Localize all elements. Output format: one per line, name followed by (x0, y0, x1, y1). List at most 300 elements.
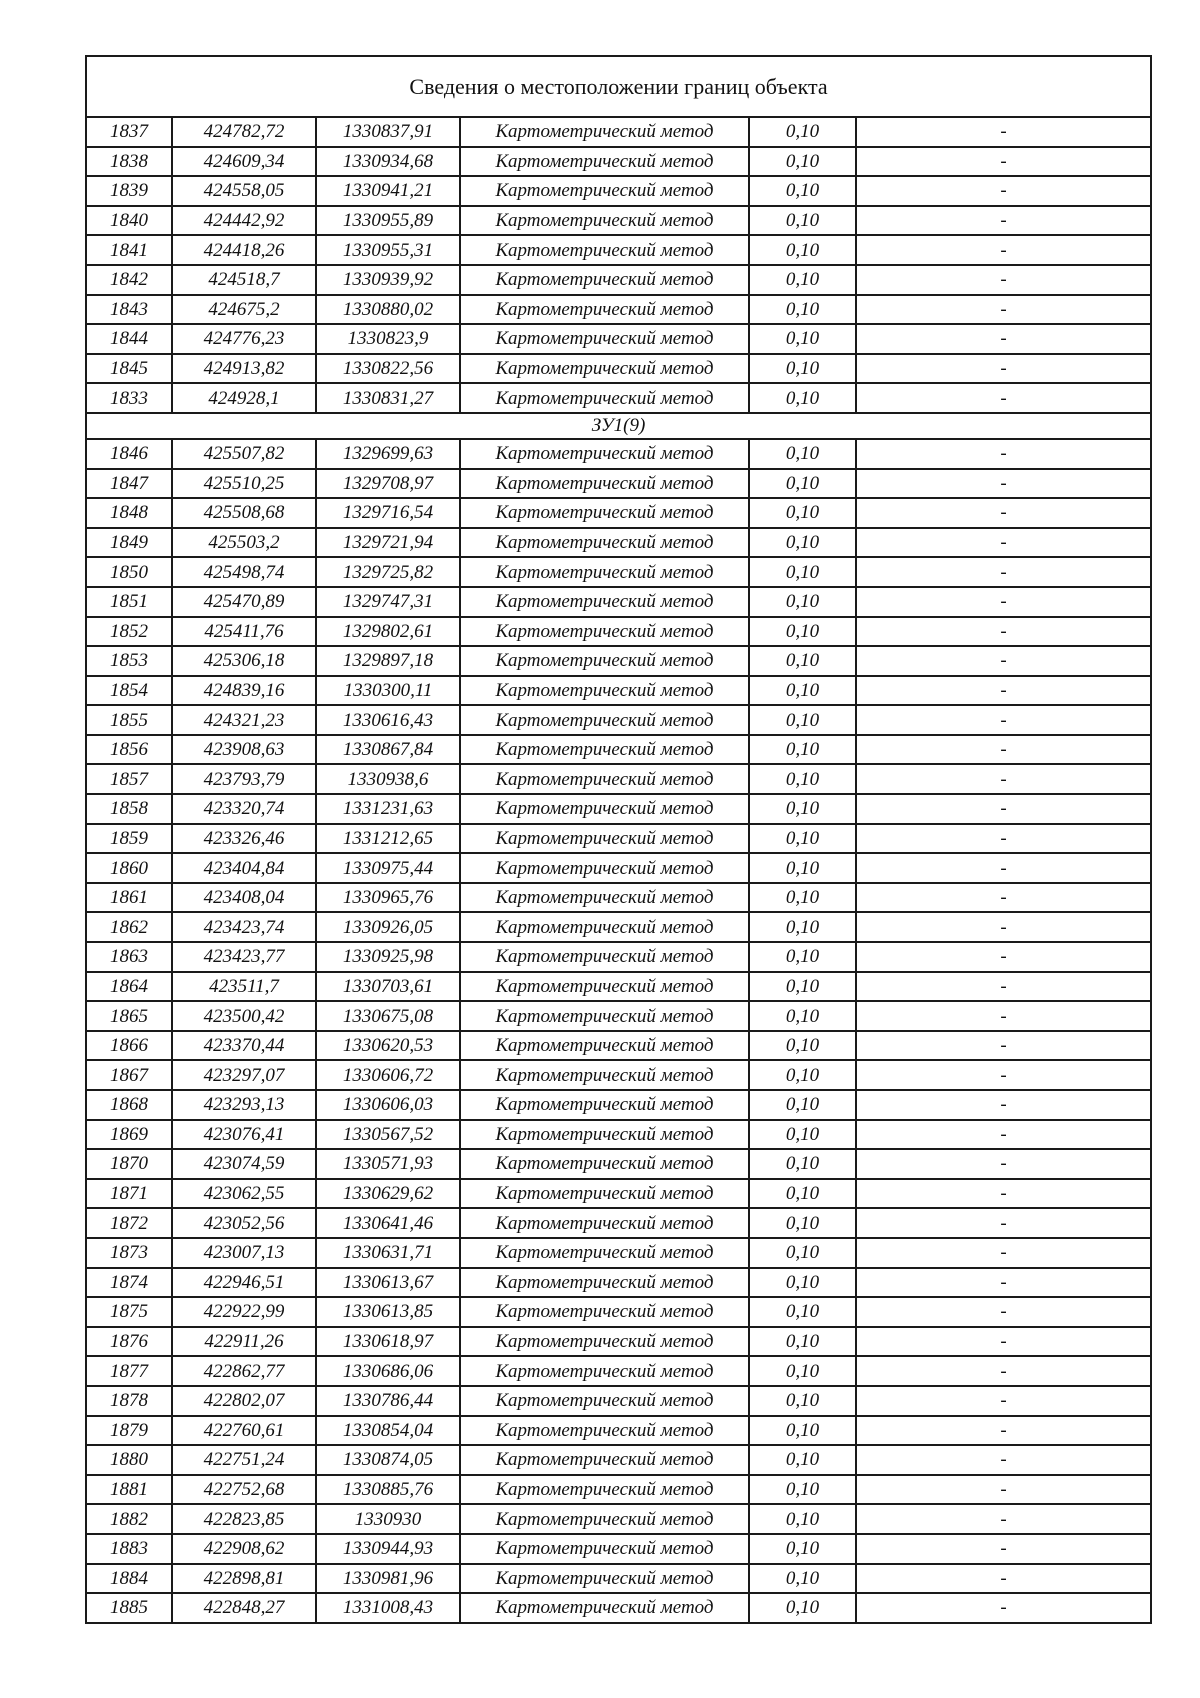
description-cell: - (856, 1386, 1151, 1416)
y-coordinate-cell: 1329721,94 (316, 528, 460, 558)
method-cell: Картометрический метод (460, 646, 749, 676)
description-cell: - (856, 439, 1151, 469)
description-cell: - (856, 1120, 1151, 1150)
y-coordinate-cell: 1330965,76 (316, 883, 460, 913)
method-cell: Картометрический метод (460, 176, 749, 206)
table-row (86, 942, 1151, 972)
section-header-row (86, 413, 1151, 439)
x-coordinate-cell: 424913,82 (172, 354, 316, 384)
accuracy-cell: 0,10 (749, 1179, 856, 1209)
accuracy-cell: 0,10 (749, 824, 856, 854)
x-coordinate-cell: 424321,23 (172, 705, 316, 735)
description-cell: - (856, 676, 1151, 706)
point-number-cell: 1867 (86, 1060, 172, 1090)
point-number-cell: 1856 (86, 735, 172, 765)
description-cell: - (856, 235, 1151, 265)
table-row (86, 1475, 1151, 1505)
accuracy-cell: 0,10 (749, 1031, 856, 1061)
y-coordinate-cell: 1330786,44 (316, 1386, 460, 1416)
point-number-cell: 1860 (86, 853, 172, 883)
description-cell: - (856, 1268, 1151, 1298)
method-cell: Картометрический метод (460, 1445, 749, 1475)
description-cell: - (856, 469, 1151, 499)
x-coordinate-cell: 423320,74 (172, 794, 316, 824)
description-cell: - (856, 383, 1151, 413)
accuracy-cell: 0,10 (749, 176, 856, 206)
table-row (86, 1356, 1151, 1386)
accuracy-cell: 0,10 (749, 206, 856, 236)
y-coordinate-cell: 1331212,65 (316, 824, 460, 854)
description-cell: - (856, 1149, 1151, 1179)
description-cell: - (856, 1327, 1151, 1357)
point-number-cell: 1880 (86, 1445, 172, 1475)
table-row (86, 1120, 1151, 1150)
description-cell: - (856, 147, 1151, 177)
point-number-cell: 1841 (86, 235, 172, 265)
accuracy-cell: 0,10 (749, 235, 856, 265)
y-coordinate-cell: 1330822,56 (316, 354, 460, 384)
x-coordinate-cell: 423793,79 (172, 764, 316, 794)
description-cell: - (856, 1564, 1151, 1594)
table-row (86, 557, 1151, 587)
table-row (86, 1445, 1151, 1475)
point-number-cell: 1883 (86, 1534, 172, 1564)
x-coordinate-cell: 423404,84 (172, 853, 316, 883)
table-row (86, 646, 1151, 676)
point-number-cell: 1861 (86, 883, 172, 913)
accuracy-cell: 0,10 (749, 557, 856, 587)
method-cell: Картометрический метод (460, 324, 749, 354)
description-cell: - (856, 824, 1151, 854)
accuracy-cell: 0,10 (749, 383, 856, 413)
x-coordinate-cell: 422802,07 (172, 1386, 316, 1416)
x-coordinate-cell: 424609,34 (172, 147, 316, 177)
accuracy-cell: 0,10 (749, 1060, 856, 1090)
method-cell: Картометрический метод (460, 972, 749, 1002)
point-number-cell: 1875 (86, 1297, 172, 1327)
point-number-cell: 1857 (86, 764, 172, 794)
method-cell: Картометрический метод (460, 354, 749, 384)
x-coordinate-cell: 423326,46 (172, 824, 316, 854)
method-cell: Картометрический метод (460, 557, 749, 587)
y-coordinate-cell: 1330837,91 (316, 117, 460, 147)
accuracy-cell: 0,10 (749, 1593, 856, 1623)
y-coordinate-cell: 1330934,68 (316, 147, 460, 177)
point-number-cell: 1870 (86, 1149, 172, 1179)
x-coordinate-cell: 425503,2 (172, 528, 316, 558)
method-cell: Картометрический метод (460, 439, 749, 469)
accuracy-cell: 0,10 (749, 1534, 856, 1564)
x-coordinate-cell: 422946,51 (172, 1268, 316, 1298)
point-number-cell: 1884 (86, 1564, 172, 1594)
description-cell: - (856, 646, 1151, 676)
description-cell: - (856, 942, 1151, 972)
table-row (86, 498, 1151, 528)
table-row (86, 1593, 1151, 1623)
x-coordinate-cell: 424928,1 (172, 383, 316, 413)
method-cell: Картометрический метод (460, 1208, 749, 1238)
accuracy-cell: 0,10 (749, 1238, 856, 1268)
x-coordinate-cell: 422752,68 (172, 1475, 316, 1505)
table-row (86, 383, 1151, 413)
method-cell: Картометрический метод (460, 1327, 749, 1357)
y-coordinate-cell: 1329747,31 (316, 587, 460, 617)
method-cell: Картометрический метод (460, 1504, 749, 1534)
y-coordinate-cell: 1330606,03 (316, 1090, 460, 1120)
description-cell: - (856, 1031, 1151, 1061)
description-cell: - (856, 1001, 1151, 1031)
x-coordinate-cell: 422862,77 (172, 1356, 316, 1386)
accuracy-cell: 0,10 (749, 1120, 856, 1150)
accuracy-cell: 0,10 (749, 295, 856, 325)
document-sheet (85, 55, 1150, 1624)
accuracy-cell: 0,10 (749, 764, 856, 794)
x-coordinate-cell: 424782,72 (172, 117, 316, 147)
x-coordinate-cell: 425411,76 (172, 617, 316, 647)
point-number-cell: 1843 (86, 295, 172, 325)
y-coordinate-cell: 1330930 (316, 1504, 460, 1534)
x-coordinate-cell: 424418,26 (172, 235, 316, 265)
accuracy-cell: 0,10 (749, 912, 856, 942)
x-coordinate-cell: 425306,18 (172, 646, 316, 676)
table-row (86, 295, 1151, 325)
description-cell: - (856, 498, 1151, 528)
point-number-cell: 1874 (86, 1268, 172, 1298)
method-cell: Картометрический метод (460, 383, 749, 413)
method-cell: Картометрический метод (460, 1268, 749, 1298)
y-coordinate-cell: 1330926,05 (316, 912, 460, 942)
x-coordinate-cell: 423076,41 (172, 1120, 316, 1150)
point-number-cell: 1846 (86, 439, 172, 469)
description-cell: - (856, 883, 1151, 913)
method-cell: Картометрический метод (460, 117, 749, 147)
y-coordinate-cell: 1330885,76 (316, 1475, 460, 1505)
method-cell: Картометрический метод (460, 912, 749, 942)
x-coordinate-cell: 423293,13 (172, 1090, 316, 1120)
method-cell: Картометрический метод (460, 295, 749, 325)
accuracy-cell: 0,10 (749, 646, 856, 676)
y-coordinate-cell: 1330641,46 (316, 1208, 460, 1238)
accuracy-cell: 0,10 (749, 354, 856, 384)
description-cell: - (856, 117, 1151, 147)
accuracy-cell: 0,10 (749, 853, 856, 883)
point-number-cell: 1859 (86, 824, 172, 854)
description-cell: - (856, 972, 1151, 1002)
y-coordinate-cell: 1330631,71 (316, 1238, 460, 1268)
x-coordinate-cell: 422760,61 (172, 1416, 316, 1446)
point-number-cell: 1850 (86, 557, 172, 587)
description-cell: - (856, 176, 1151, 206)
x-coordinate-cell: 423007,13 (172, 1238, 316, 1268)
x-coordinate-cell: 423423,77 (172, 942, 316, 972)
point-number-cell: 1868 (86, 1090, 172, 1120)
method-cell: Картометрический метод (460, 1297, 749, 1327)
point-number-cell: 1852 (86, 617, 172, 647)
point-number-cell: 1871 (86, 1179, 172, 1209)
accuracy-cell: 0,10 (749, 1564, 856, 1594)
y-coordinate-cell: 1330944,93 (316, 1534, 460, 1564)
y-coordinate-cell: 1330686,06 (316, 1356, 460, 1386)
y-coordinate-cell: 1330938,6 (316, 764, 460, 794)
y-coordinate-cell: 1330567,52 (316, 1120, 460, 1150)
x-coordinate-cell: 424776,23 (172, 324, 316, 354)
table-row (86, 1001, 1151, 1031)
accuracy-cell: 0,10 (749, 1208, 856, 1238)
accuracy-cell: 0,10 (749, 265, 856, 295)
description-cell: - (856, 557, 1151, 587)
method-cell: Картометрический метод (460, 498, 749, 528)
table-row (86, 354, 1151, 384)
accuracy-cell: 0,10 (749, 1268, 856, 1298)
y-coordinate-cell: 1330571,93 (316, 1149, 460, 1179)
description-cell: - (856, 1593, 1151, 1623)
point-number-cell: 1837 (86, 117, 172, 147)
point-number-cell: 1851 (86, 587, 172, 617)
x-coordinate-cell: 423074,59 (172, 1149, 316, 1179)
y-coordinate-cell: 1329699,63 (316, 439, 460, 469)
y-coordinate-cell: 1330925,98 (316, 942, 460, 972)
table-row (86, 206, 1151, 236)
y-coordinate-cell: 1330941,21 (316, 176, 460, 206)
point-number-cell: 1862 (86, 912, 172, 942)
point-number-cell: 1844 (86, 324, 172, 354)
method-cell: Картометрический метод (460, 1031, 749, 1061)
point-number-cell: 1848 (86, 498, 172, 528)
point-number-cell: 1885 (86, 1593, 172, 1623)
accuracy-cell: 0,10 (749, 1149, 856, 1179)
table-row (86, 469, 1151, 499)
accuracy-cell: 0,10 (749, 1416, 856, 1446)
accuracy-cell: 0,10 (749, 587, 856, 617)
description-cell: - (856, 1356, 1151, 1386)
table-row (86, 1416, 1151, 1446)
table-row (86, 1268, 1151, 1298)
method-cell: Картометрический метод (460, 1356, 749, 1386)
description-cell: - (856, 1060, 1151, 1090)
y-coordinate-cell: 1329725,82 (316, 557, 460, 587)
point-number-cell: 1869 (86, 1120, 172, 1150)
table-row (86, 439, 1151, 469)
point-number-cell: 1854 (86, 676, 172, 706)
point-number-cell: 1881 (86, 1475, 172, 1505)
description-cell: - (856, 1504, 1151, 1534)
method-cell: Картометрический метод (460, 147, 749, 177)
point-number-cell: 1849 (86, 528, 172, 558)
point-number-cell: 1864 (86, 972, 172, 1002)
description-cell: - (856, 206, 1151, 236)
x-coordinate-cell: 423052,56 (172, 1208, 316, 1238)
table-row (86, 1149, 1151, 1179)
table-row (86, 912, 1151, 942)
point-number-cell: 1876 (86, 1327, 172, 1357)
accuracy-cell: 0,10 (749, 617, 856, 647)
table-row (86, 1208, 1151, 1238)
table-row (86, 117, 1151, 147)
accuracy-cell: 0,10 (749, 1356, 856, 1386)
y-coordinate-cell: 1330867,84 (316, 735, 460, 765)
x-coordinate-cell: 424442,92 (172, 206, 316, 236)
y-coordinate-cell: 1329716,54 (316, 498, 460, 528)
accuracy-cell: 0,10 (749, 1386, 856, 1416)
y-coordinate-cell: 1330606,72 (316, 1060, 460, 1090)
description-cell: - (856, 1297, 1151, 1327)
y-coordinate-cell: 1329897,18 (316, 646, 460, 676)
y-coordinate-cell: 1330955,89 (316, 206, 460, 236)
x-coordinate-cell: 423423,74 (172, 912, 316, 942)
point-number-cell: 1853 (86, 646, 172, 676)
method-cell: Картометрический метод (460, 794, 749, 824)
x-coordinate-cell: 422898,81 (172, 1564, 316, 1594)
table-row (86, 972, 1151, 1002)
table-row (86, 883, 1151, 913)
table-row (86, 587, 1151, 617)
description-cell: - (856, 1475, 1151, 1505)
accuracy-cell: 0,10 (749, 1445, 856, 1475)
method-cell: Картометрический метод (460, 1386, 749, 1416)
accuracy-cell: 0,10 (749, 439, 856, 469)
point-number-cell: 1858 (86, 794, 172, 824)
table-row (86, 1564, 1151, 1594)
description-cell: - (856, 735, 1151, 765)
y-coordinate-cell: 1330616,43 (316, 705, 460, 735)
x-coordinate-cell: 425508,68 (172, 498, 316, 528)
accuracy-cell: 0,10 (749, 498, 856, 528)
y-coordinate-cell: 1330613,67 (316, 1268, 460, 1298)
point-number-cell: 1838 (86, 147, 172, 177)
method-cell: Картометрический метод (460, 1001, 749, 1031)
method-cell: Картометрический метод (460, 764, 749, 794)
point-number-cell: 1842 (86, 265, 172, 295)
description-cell: - (856, 1238, 1151, 1268)
y-coordinate-cell: 1331231,63 (316, 794, 460, 824)
table-row (86, 235, 1151, 265)
description-cell: - (856, 912, 1151, 942)
accuracy-cell: 0,10 (749, 528, 856, 558)
boundary-coordinates-table (85, 55, 1152, 1624)
accuracy-cell: 0,10 (749, 147, 856, 177)
table-row (86, 1031, 1151, 1061)
x-coordinate-cell: 424558,05 (172, 176, 316, 206)
x-coordinate-cell: 422922,99 (172, 1297, 316, 1327)
method-cell: Картометрический метод (460, 1534, 749, 1564)
accuracy-cell: 0,10 (749, 735, 856, 765)
y-coordinate-cell: 1330620,53 (316, 1031, 460, 1061)
accuracy-cell: 0,10 (749, 1327, 856, 1357)
table-row (86, 1090, 1151, 1120)
accuracy-cell: 0,10 (749, 942, 856, 972)
x-coordinate-cell: 422908,62 (172, 1534, 316, 1564)
x-coordinate-cell: 425498,74 (172, 557, 316, 587)
table-row (86, 824, 1151, 854)
x-coordinate-cell: 425470,89 (172, 587, 316, 617)
method-cell: Картометрический метод (460, 1060, 749, 1090)
method-cell: Картометрический метод (460, 942, 749, 972)
method-cell: Картометрический метод (460, 853, 749, 883)
table-row (86, 735, 1151, 765)
y-coordinate-cell: 1330975,44 (316, 853, 460, 883)
point-number-cell: 1839 (86, 176, 172, 206)
accuracy-cell: 0,10 (749, 676, 856, 706)
accuracy-cell: 0,10 (749, 469, 856, 499)
accuracy-cell: 0,10 (749, 705, 856, 735)
accuracy-cell: 0,10 (749, 324, 856, 354)
y-coordinate-cell: 1330823,9 (316, 324, 460, 354)
point-number-cell: 1833 (86, 383, 172, 413)
method-cell: Картометрический метод (460, 469, 749, 499)
accuracy-cell: 0,10 (749, 1297, 856, 1327)
y-coordinate-cell: 1330874,05 (316, 1445, 460, 1475)
y-coordinate-cell: 1330981,96 (316, 1564, 460, 1594)
point-number-cell: 1877 (86, 1356, 172, 1386)
description-cell: - (856, 1534, 1151, 1564)
description-cell: - (856, 1208, 1151, 1238)
point-number-cell: 1845 (86, 354, 172, 384)
y-coordinate-cell: 1329802,61 (316, 617, 460, 647)
x-coordinate-cell: 423062,55 (172, 1179, 316, 1209)
point-number-cell: 1855 (86, 705, 172, 735)
y-coordinate-cell: 1330955,31 (316, 235, 460, 265)
description-cell: - (856, 528, 1151, 558)
table-row (86, 1179, 1151, 1209)
method-cell: Картометрический метод (460, 617, 749, 647)
y-coordinate-cell: 1330939,92 (316, 265, 460, 295)
point-number-cell: 1879 (86, 1416, 172, 1446)
point-number-cell: 1873 (86, 1238, 172, 1268)
table-body (86, 56, 1151, 1623)
accuracy-cell: 0,10 (749, 117, 856, 147)
method-cell: Картометрический метод (460, 528, 749, 558)
method-cell: Картометрический метод (460, 1179, 749, 1209)
method-cell: Картометрический метод (460, 235, 749, 265)
table-row (86, 676, 1151, 706)
y-coordinate-cell: 1330854,04 (316, 1416, 460, 1446)
x-coordinate-cell: 423370,44 (172, 1031, 316, 1061)
point-number-cell: 1863 (86, 942, 172, 972)
table-row (86, 1297, 1151, 1327)
description-cell: - (856, 617, 1151, 647)
y-coordinate-cell: 1330613,85 (316, 1297, 460, 1327)
table-row (86, 1386, 1151, 1416)
point-number-cell: 1882 (86, 1504, 172, 1534)
table-row (86, 1238, 1151, 1268)
table-row (86, 1327, 1151, 1357)
description-cell: - (856, 354, 1151, 384)
x-coordinate-cell: 424839,16 (172, 676, 316, 706)
table-row (86, 1060, 1151, 1090)
x-coordinate-cell: 422751,24 (172, 1445, 316, 1475)
point-number-cell: 1865 (86, 1001, 172, 1031)
description-cell: - (856, 705, 1151, 735)
accuracy-cell: 0,10 (749, 883, 856, 913)
point-number-cell: 1872 (86, 1208, 172, 1238)
method-cell: Картометрический метод (460, 206, 749, 236)
accuracy-cell: 0,10 (749, 1001, 856, 1031)
description-cell: - (856, 295, 1151, 325)
table-row (86, 1534, 1151, 1564)
method-cell: Картометрический метод (460, 1475, 749, 1505)
table-row (86, 528, 1151, 558)
x-coordinate-cell: 424675,2 (172, 295, 316, 325)
description-cell: - (856, 1416, 1151, 1446)
y-coordinate-cell: 1330675,08 (316, 1001, 460, 1031)
method-cell: Картометрический метод (460, 1593, 749, 1623)
x-coordinate-cell: 423500,42 (172, 1001, 316, 1031)
description-cell: - (856, 587, 1151, 617)
method-cell: Картометрический метод (460, 1238, 749, 1268)
table-row (86, 176, 1151, 206)
accuracy-cell: 0,10 (749, 972, 856, 1002)
x-coordinate-cell: 424518,7 (172, 265, 316, 295)
